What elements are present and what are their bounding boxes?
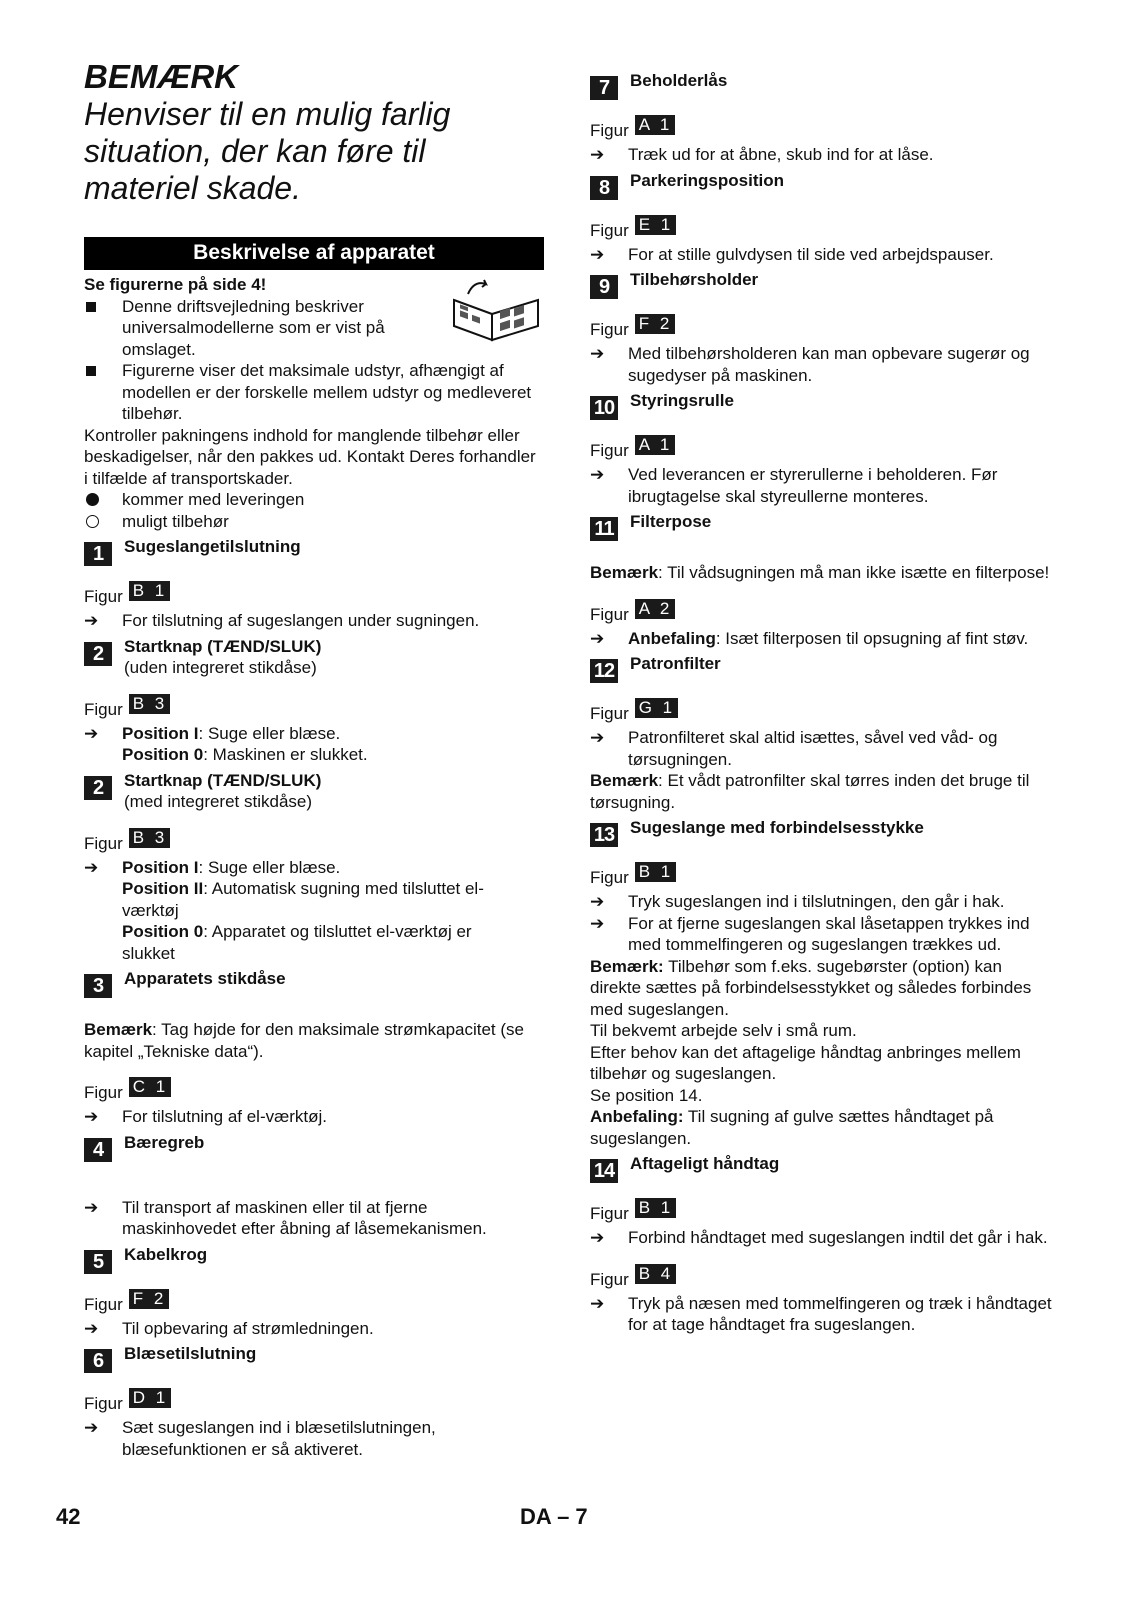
info-line: Efter behov kan det aftagelige håndtag anbringes mellem tilbehør og sugeslangen. [590, 1042, 1021, 1083]
arrow-icon: ➔ [84, 1318, 99, 1338]
arrow-icon: ➔ [590, 465, 605, 484]
arrow-icon: ➔ [84, 723, 99, 743]
item-7 [590, 70, 1052, 166]
item-2-without-socket [84, 636, 544, 766]
empty-circle-icon [86, 515, 99, 528]
arrow-icon: ➔ [590, 344, 605, 363]
item-number: 6 [84, 1349, 112, 1373]
item-number: 12 [590, 659, 618, 683]
figure-badge: E 1 [635, 215, 677, 235]
item-title: Sugeslange med forbindelsesstykke [630, 818, 924, 837]
item-number: 2 [84, 642, 112, 666]
item-1 [84, 536, 544, 632]
item-number: 14 [590, 1159, 618, 1183]
item-title: Bæregreb [124, 1132, 205, 1152]
info-line: Se position 14. [590, 1085, 703, 1105]
arrow-icon: ➔ [84, 1418, 99, 1437]
item-number: 4 [84, 1138, 112, 1162]
note: Bemærk: Et vådt patronfilter skal tørres inden det bruge til tørsugning. [590, 771, 1030, 812]
arrow-icon: ➔ [590, 1293, 605, 1313]
item-number: 11 [590, 517, 618, 541]
item-14 [590, 1153, 1052, 1336]
section-header: Beskrivelse af apparatet [84, 237, 544, 270]
figure-ref: Figur B 4 [590, 1269, 1052, 1293]
arrow-bullet: ➔ For tilslutning af el-værktøj. [84, 1107, 327, 1126]
figure-ref: Figur G 1 [590, 703, 1052, 727]
arrow-icon: ➔ [590, 913, 605, 933]
arrow-bullet: ➔ For at fjerne sugeslangen skal låsetappen trykkes ind med tommelfingeren og sugeslangen trækkes ud. [590, 913, 1030, 954]
figure-ref: Figur B 1 [84, 586, 544, 610]
figure-badge: G 1 [635, 698, 678, 718]
arrow-icon: ➔ [84, 1107, 99, 1126]
item-10 [590, 390, 1052, 507]
item-2-with-socket [84, 770, 544, 965]
arrow-icon: ➔ [590, 628, 605, 648]
note: Bemærk: Til vådsugningen må man ikke isætte en filterpose! [590, 563, 1050, 582]
arrow-bullet: ➔ Sæt sugeslangen ind i blæsetilslutningen, blæsefunktionen er så aktiveret. [84, 1418, 436, 1459]
figure-badge: C 1 [129, 1077, 171, 1097]
item-11 [590, 511, 1052, 649]
arrow-bullet: ➔ Tryk på næsen med tommelfingeren og træk i håndtaget for at tage håndtaget fra sugeslangen. [590, 1293, 1052, 1334]
item-title: Filterpose [630, 512, 712, 531]
legend-included: kommer med leveringen [84, 489, 544, 511]
intro [84, 274, 544, 532]
arrow-icon: ➔ [84, 611, 99, 630]
arrow-bullet: ➔ Til opbevaring af strømledningen. [84, 1318, 374, 1338]
item-4 [84, 1132, 544, 1240]
item-title: Aftageligt håndtag [630, 1154, 780, 1173]
item-number: 9 [590, 275, 618, 299]
intro-bullet: Denne driftsvejledning beskriver universalmodellerne som er vist på omslaget. [84, 296, 544, 361]
item-title: Startknap (TÆND/SLUK) [124, 770, 322, 790]
item-subtitle: (med integreret stikdåse) [124, 792, 313, 811]
arrow-bullet: ➔ Position I: Suge eller blæse. Position II: Automatisk sugning med tilsluttet el-værktøj Position 0: Apparatet og tilsluttet el-værktøj er slukket [84, 857, 484, 963]
figure-ref: Figur C 1 [84, 1082, 544, 1106]
section-page-label: DA – 7 [520, 1504, 588, 1529]
filled-circle-icon [86, 493, 99, 506]
item-number: 3 [84, 974, 112, 998]
item-title: Startknap (TÆND/SLUK) [124, 636, 322, 656]
right-column [590, 70, 1052, 1336]
figure-badge: B 4 [635, 1264, 677, 1284]
figure-ref: Figur E 1 [590, 220, 1052, 244]
item-number: 5 [84, 1250, 112, 1274]
figure-ref: Figur A 1 [590, 120, 1052, 144]
figure-badge: B 1 [129, 581, 171, 601]
figure-badge: B 1 [635, 1198, 677, 1218]
arrow-icon: ➔ [84, 857, 99, 877]
item-number: 1 [84, 542, 112, 566]
see-figures-note: Se figurerne på side 4! [84, 275, 267, 294]
item-number: 7 [590, 76, 618, 100]
legend-optional: muligt tilbehør [84, 511, 544, 533]
arrow-bullet: ➔ Ved leverancen er styrerullerne i beholderen. Før ibrugtagelse skal styreullerne monteres. [590, 465, 998, 506]
info-line: Til bekvemt arbejde selv i små rum. [590, 1021, 857, 1040]
figure-ref: Figur F 2 [590, 319, 1052, 343]
notice-text: Henviser til en mulig farlig situation, der kan føre til materiel skade. [84, 96, 451, 206]
figure-badge: F 2 [129, 1289, 170, 1309]
item-12 [590, 653, 1052, 813]
item-title: Beholderlås [630, 71, 728, 90]
item-number: 10 [590, 396, 618, 420]
page-number: 42 [56, 1504, 81, 1529]
item-number: 8 [590, 176, 618, 200]
figure-ref: Figur D 1 [84, 1393, 544, 1417]
square-bullet-icon [86, 366, 96, 376]
arrow-icon: ➔ [590, 892, 605, 911]
figure-ref: Figur B 3 [84, 833, 544, 857]
arrow-icon: ➔ [590, 1228, 605, 1247]
arrow-bullet: ➔ Tryk sugeslangen ind i tilslutningen, den går i hak. [590, 892, 1005, 911]
arrow-bullet: ➔ For at stille gulvdysen til side ved arbejdspauser. [590, 244, 994, 264]
arrow-bullet: ➔ Patronfilteret skal altid isættes, såvel ved våd- og tørsugningen. [590, 728, 998, 769]
arrow-bullet: ➔ For tilslutning af sugeslangen under sugningen. [84, 611, 480, 630]
figure-badge: A 1 [635, 115, 676, 135]
figure-badge: B 3 [129, 694, 171, 714]
figure-badge: A 2 [635, 599, 676, 619]
arrow-bullet: ➔ Træk ud for at åbne, skub ind for at låse. [590, 145, 934, 164]
left-column [84, 58, 544, 1460]
item-title: Blæsetilslutning [124, 1344, 257, 1363]
item-6 [84, 1343, 544, 1460]
figure-ref: Figur B 1 [590, 1203, 1052, 1227]
arrow-bullet: ➔ Position I: Suge eller blæse. Position 0: Maskinen er slukket. [84, 723, 368, 764]
item-title: Patronfilter [630, 654, 721, 673]
item-5 [84, 1244, 544, 1340]
arrow-bullet: ➔ Til transport af maskinen eller til at fjerne maskinhovedet efter åbning af låsemekanismen. [84, 1197, 487, 1238]
item-8 [590, 170, 1052, 266]
item-title: Tilbehørsholder [630, 270, 759, 289]
item-9 [590, 269, 1052, 386]
intro-bullet: Figurerne viser det maksimale udstyr, afhængigt af modellen er der forskelle mellem udstyr og medleveret tilbehør. [84, 360, 544, 425]
figure-badge: F 2 [635, 314, 676, 334]
notice-title: BEMÆRK [84, 58, 238, 95]
figure-badge: A 1 [635, 435, 676, 455]
figure-ref: Figur A 2 [590, 604, 1052, 628]
figure-badge: D 1 [129, 1388, 171, 1408]
arrow-bullet: ➔ Forbind håndtaget med sugeslangen indtil det går i hak. [590, 1228, 1048, 1247]
item-title: Styringsrulle [630, 391, 734, 410]
figure-ref: Figur B 3 [84, 699, 544, 723]
item-subtitle: (uden integreret stikdåse) [124, 658, 317, 677]
arrow-icon: ➔ [590, 145, 605, 164]
arrow-icon: ➔ [590, 728, 605, 747]
item-13 [590, 817, 1052, 1149]
item-title: Kabelkrog [124, 1244, 208, 1264]
item-number: 2 [84, 776, 112, 800]
item-number: 13 [590, 823, 618, 847]
arrow-bullet: ➔ Anbefaling: Isæt filterposen til opsugning af fint støv. [590, 628, 1029, 648]
note: Bemærk: Tag højde for den maksimale strømkapacitet (se kapitel „Tekniske data“). [84, 1020, 524, 1061]
item-title: Sugeslangetilslutning [124, 537, 301, 556]
item-3 [84, 968, 544, 1128]
item-title: Parkeringsposition [630, 170, 784, 190]
figure-badge: B 1 [635, 862, 677, 882]
figure-ref: Figur A 1 [590, 440, 1052, 464]
figure-ref: Figur F 2 [84, 1294, 544, 1318]
check-contents-text: Kontroller pakningens indhold for manglende tilbehør eller beskadigelser, når den pakkes ud. Kontakt Deres forhandler i tilfælde af transportskader. [84, 425, 536, 488]
arrow-icon: ➔ [84, 1197, 99, 1217]
note: Bemærk: Tilbehør som f.eks. sugebørster (option) kan direkte sættes på forbindelsesstykket og således forbindes med sugeslangen. [590, 956, 1032, 1019]
figure-badge: B 3 [129, 828, 171, 848]
arrow-icon: ➔ [590, 244, 605, 264]
arrow-bullet: ➔ Med tilbehørsholderen kan man opbevare sugerør og sugedyser på maskinen. [590, 344, 1030, 385]
item-title: Apparatets stikdåse [124, 969, 286, 988]
square-bullet-icon [86, 302, 96, 312]
recommendation: Anbefaling: Til sugning af gulve sættes håndtaget på sugeslangen. [590, 1107, 994, 1148]
figure-ref: Figur B 1 [590, 867, 1052, 891]
